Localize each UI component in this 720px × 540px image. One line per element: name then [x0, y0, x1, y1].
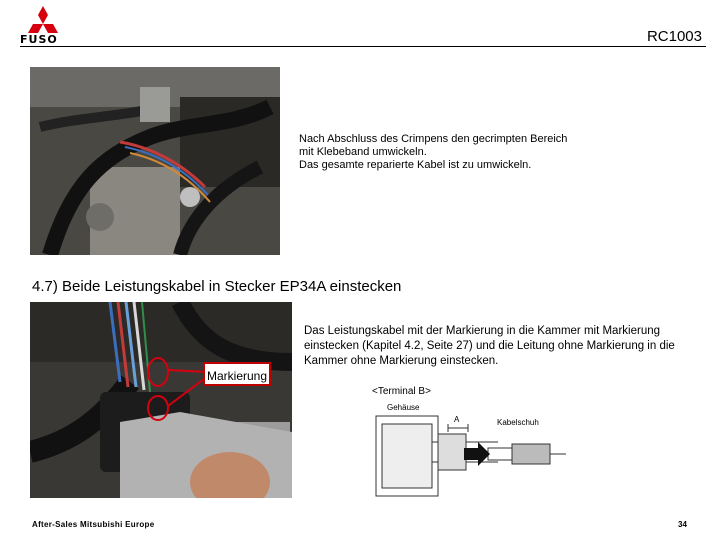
photo1-caption — [299, 133, 567, 172]
caption-line: Nach Abschluss des Crimpens den gecrimpten Bereich — [299, 133, 568, 145]
marker-callout-label: Markierung — [203, 362, 271, 386]
header-divider — [20, 46, 706, 47]
step-heading: 4.7) Beide Leistungskabel in Stecker EP34A einstecken — [32, 278, 402, 295]
terminal-title: <Terminal B> — [372, 386, 431, 397]
page-number: 34 — [678, 520, 687, 529]
logo-text: FUSO — [20, 33, 58, 46]
engine-harness-photo — [30, 67, 280, 255]
connector-photo — [30, 302, 292, 498]
dimension-label: A — [454, 415, 460, 424]
housing-label: Gehäuse — [387, 403, 420, 412]
caption-line: Das gesamte reparierte Kabel ist zu umwickeln. — [299, 159, 532, 171]
document-code: RC1003 — [646, 28, 702, 45]
instruction-text: Das Leistungskabel mit der Markierung in die Kammer mit Markierung einstecken (Kapitel 4.2, Seite 27) und die Leitung ohne Markierung in die Kammer ohne Markierung einstecken. — [304, 325, 675, 367]
cable-lug-label: Kabelschuh — [497, 418, 539, 427]
terminal-diagram — [368, 384, 578, 502]
caption-line: mit Klebeband umwickeln. — [299, 146, 427, 158]
footer-company: After-Sales Mitsubishi Europe — [32, 520, 155, 529]
